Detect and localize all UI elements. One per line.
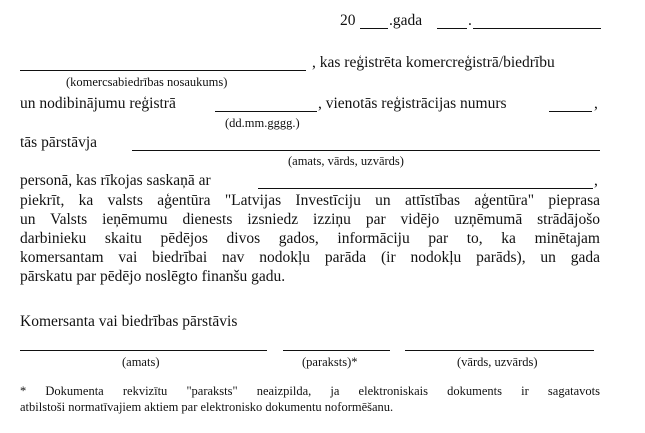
footnote-line-2: atbilstoši normatīvajiem aktiem par elektronisko dokumentu noformēšanu. xyxy=(20,400,394,414)
acting-label: personā, kas rīkojas saskaņā ar xyxy=(20,172,211,189)
representative-field[interactable] xyxy=(132,150,600,151)
signature-field[interactable] xyxy=(283,350,390,351)
position-field[interactable] xyxy=(20,350,267,351)
authority-basis-field[interactable] xyxy=(258,188,593,189)
registration-date-caption: (dd.mm.gggg.) xyxy=(225,116,300,130)
date-year-prefix: 20 xyxy=(340,12,356,29)
row4-comma: , xyxy=(594,172,598,189)
registration-number-label: , vienotās reģistrācijas numurs xyxy=(318,95,507,112)
row2-comma: , xyxy=(594,95,598,112)
full-name-caption: (vārds, uzvārds) xyxy=(457,355,538,369)
representative-heading: Komersanta vai biedrības pārstāvis xyxy=(20,313,238,330)
consent-line-4: komersantam vai biedrībai nav nodokļu parāda (ir nodokļu parāds), un gada xyxy=(20,249,600,266)
registered-in-text: , kas reģistrēta komercreģistrā/biedrību xyxy=(312,54,555,71)
consent-line-1: piekrīt, ka valsts aģentūra "Latvijas Investīciju un attīstības aģentūra" pieprasa xyxy=(20,192,600,209)
date-month-blank[interactable] xyxy=(473,28,601,29)
position-caption: (amats) xyxy=(122,355,160,369)
consent-line-5: pārskatu par pēdējo noslēgto finanšu gadu. xyxy=(20,268,286,285)
signature-caption: (paraksts)* xyxy=(302,355,358,369)
date-day-blank[interactable] xyxy=(437,28,467,29)
company-name-caption: (komercsabiedrības nosaukums) xyxy=(66,75,228,89)
registry-label: un nodibinājumu reģistrā xyxy=(20,95,176,112)
footnote-line-1: * Dokumenta rekvizītu "paraksts" neaizpilda, ja elektroniskais dokuments ir sagatavots xyxy=(20,384,600,398)
registration-date-field[interactable] xyxy=(215,111,317,112)
date-year-blank[interactable] xyxy=(360,28,388,29)
representative-label: tās pārstāvja xyxy=(20,134,98,151)
consent-line-2: un Valsts ieņēmumu dienests izsniedz izziņu par vidējo uzņēmumā strādājošo xyxy=(20,211,600,228)
company-name-field[interactable] xyxy=(20,70,306,71)
date-gada-label: .gada xyxy=(389,12,423,29)
consent-line-3: darbinieku skaitu pēdējos divos gados, informāciju par to, ka minētajam xyxy=(20,230,600,247)
registration-number-field[interactable] xyxy=(549,111,592,112)
full-name-field[interactable] xyxy=(405,350,594,351)
representative-caption: (amats, vārds, uzvārds) xyxy=(288,154,404,168)
